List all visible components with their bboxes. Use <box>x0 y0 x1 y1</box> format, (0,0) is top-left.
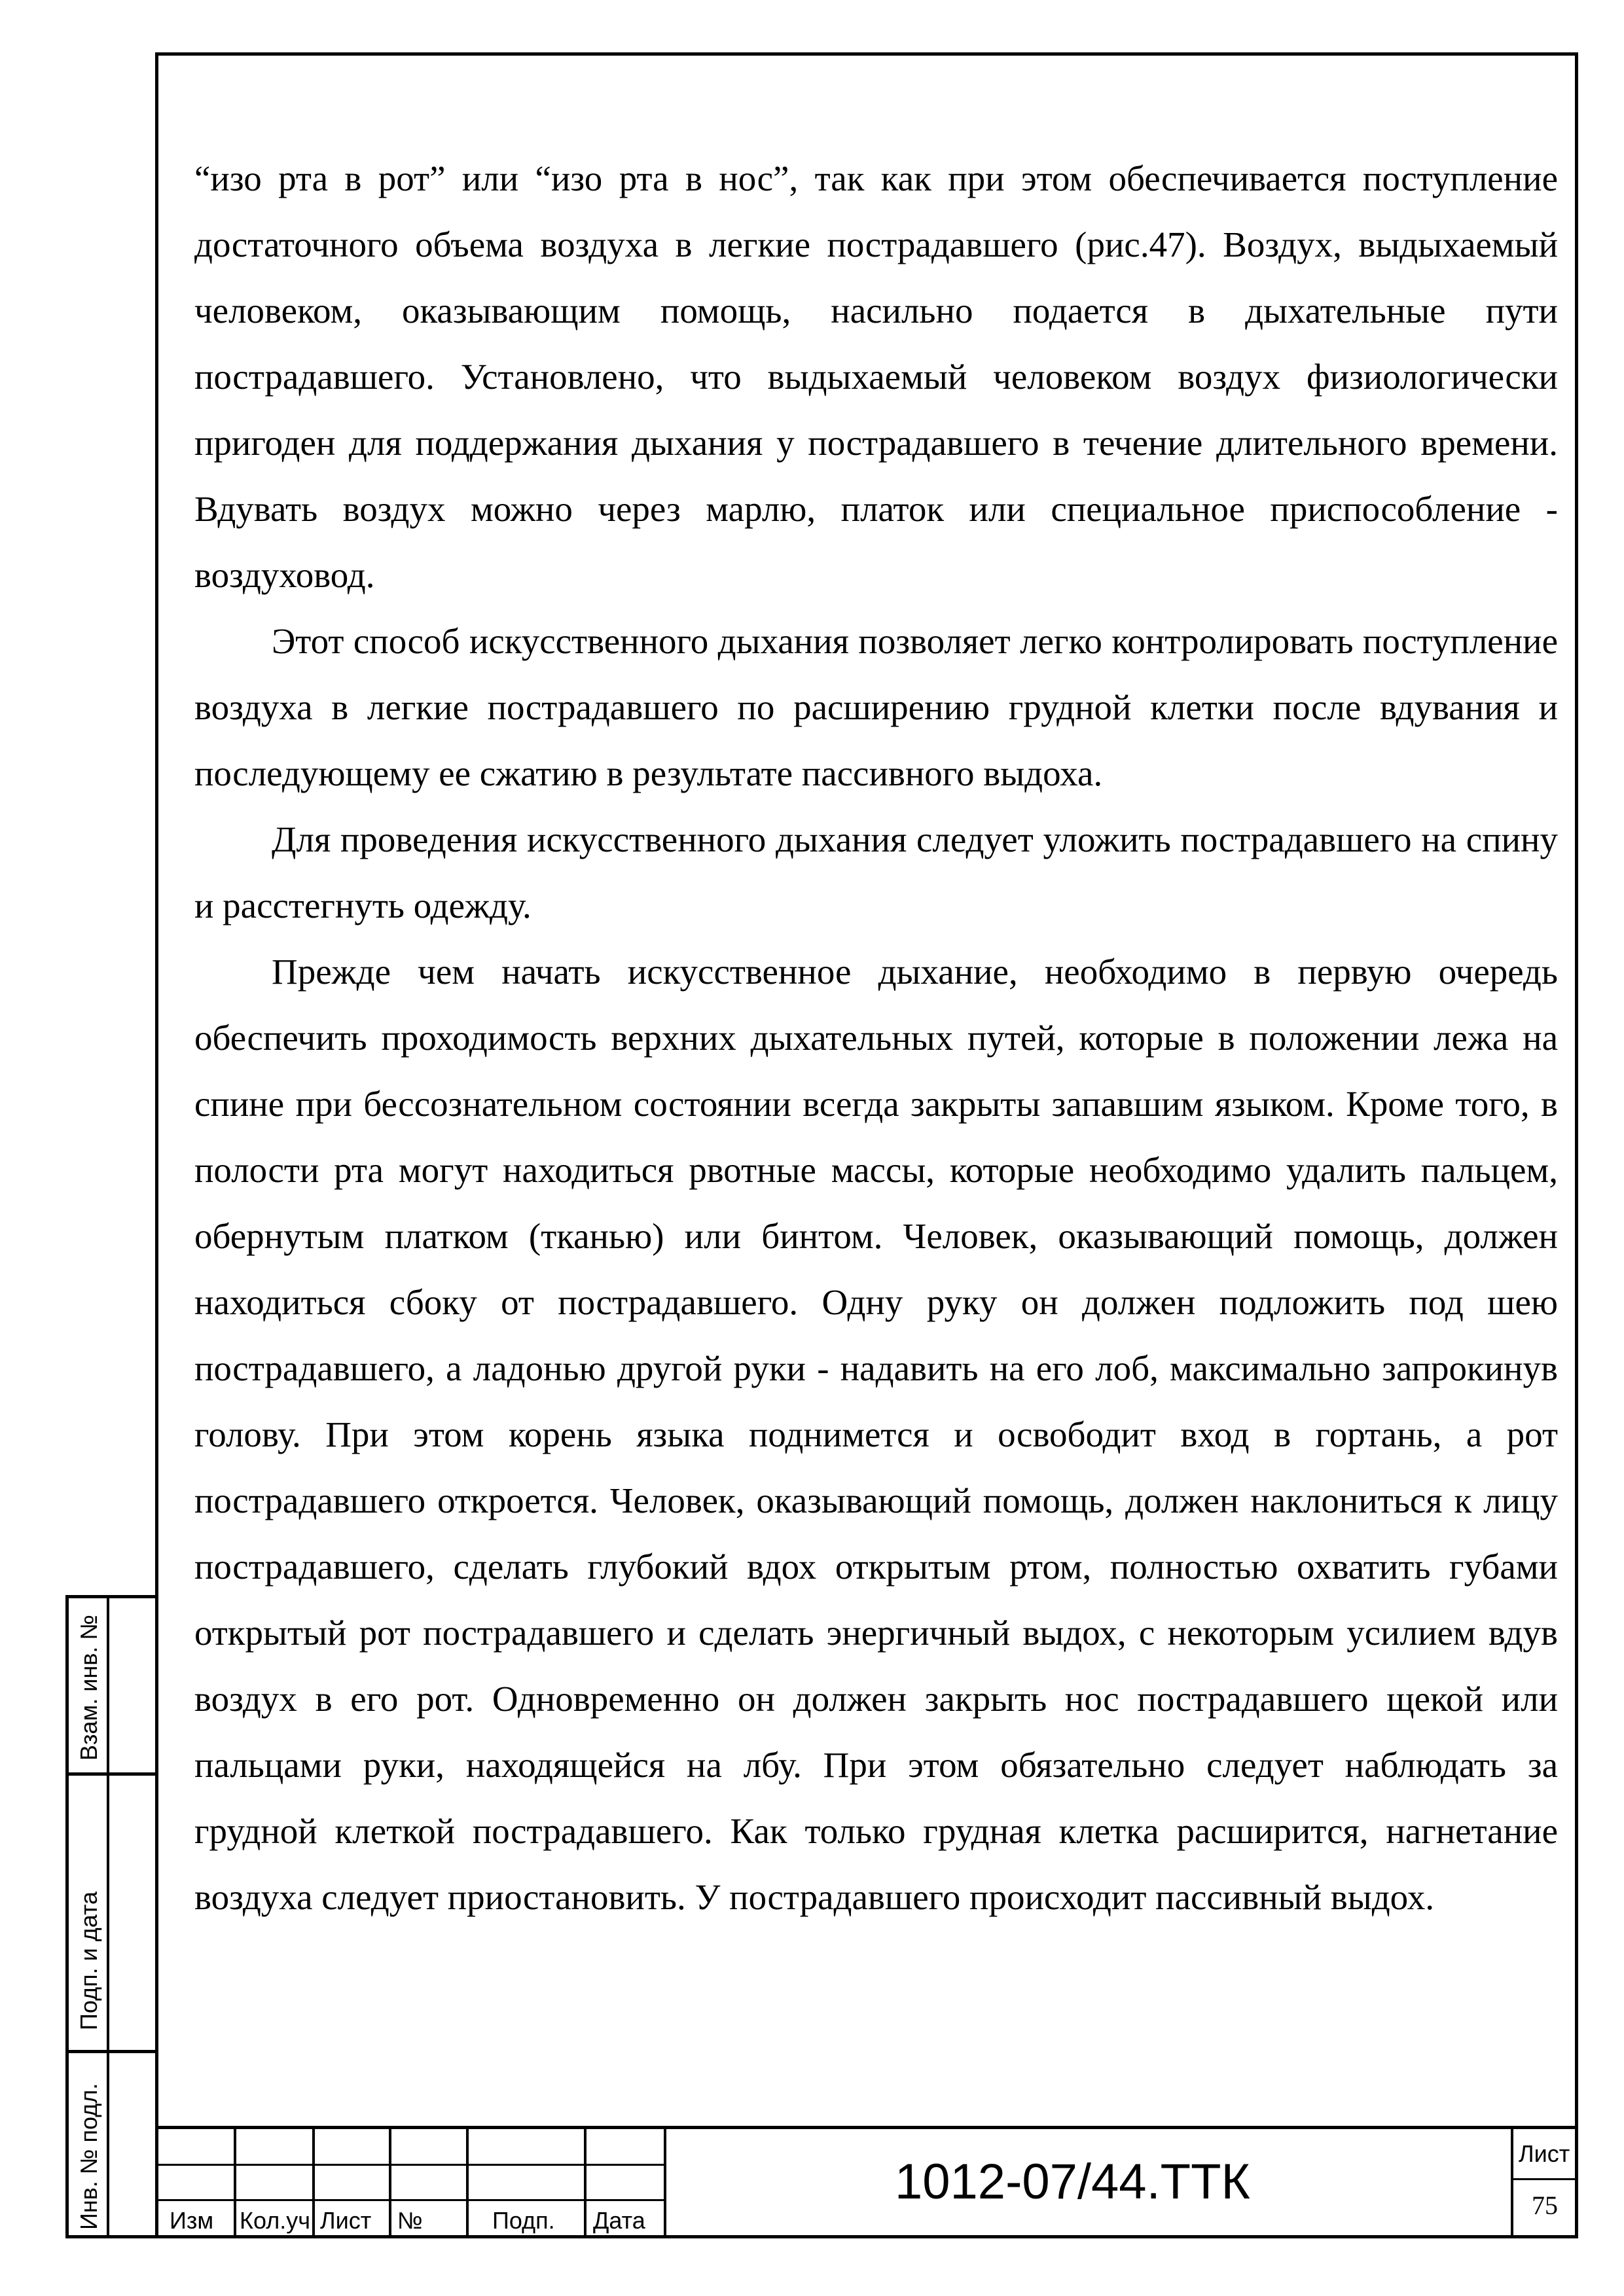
paragraph-1: “изо рта в рот” или “изо рта в нос”, так как при этом обеспечивается поступление достаточного объема воздуха в легкие пострадавшего (рис.47). Воздух, выдыхаемый человеком, оказывающим помощь, насильно подается в дыхательные пути пострадавшего. Установлено, что выдыхаемый человеком воздух физиологически пригоден для поддержания дыхания у пострадавшего в течение длительного времени. Вдувать воздух можно через марлю, платок или специальное приспособление - воздуховод. <box>194 158 1558 595</box>
binding-strip-divider <box>107 1598 109 2235</box>
col-data: Дата <box>593 2207 645 2234</box>
paragraph-3: Для проведения искусственного дыхания следует уложить пострадавшего на спину и расстегнуть одежду. <box>194 819 1558 925</box>
stamp-row-line <box>155 2164 666 2166</box>
stamp-col-line <box>389 2126 391 2238</box>
sheet-cell-line <box>1511 2178 1578 2180</box>
col-number: № <box>397 2207 423 2234</box>
document-code: 1012-07/44.ТТК <box>895 2154 1250 2210</box>
col-kol-uch: Кол.уч <box>240 2207 310 2234</box>
paragraph-4: Прежде чем начать искусственное дыхание, необходимо в первую очередь обеспечить проходимость верхних дыхательных путей, которые в положении лежа на спине при бессознательном состоянии всегда закрыты запавшим языком. Кроме того, в полости рта могут находиться рвотные массы, которые необходимо удалить пальцем, обернутым платком (тканью) или бинтом. Человек, оказывающий помощь, должен находиться сбоку от пострадавшего. Одну руку он должен подложить под шею пострадавшего, а ладонью другой руки - надавить на его лоб, максимально запрокинув голову. При этом корень языка поднимется и освободит вход в гортань, а рот пострадавшего откроется. Человек, оказывающий помощь, должен наклониться к лицу пострадавшего, сделать глубокий вдох открытым ртом, полностью охватить губами открытый рот пострадавшего и сделать энергичный выдох, с некоторым усилием вдув воздух в его рот. Одновременно он должен закрыть нос пострадавшего щекой или пальцами руки, находящейся на лбу. При этом обязательно следует наблюдать за грудной клеткой пострадавшего. Как только грудная клетка расширится, нагнетание воздуха следует приостановить. У пострадавшего происходит пассивный выдох. <box>194 952 1558 1917</box>
stamp-col-line <box>312 2126 315 2238</box>
sheet-label: Лист <box>1519 2140 1570 2167</box>
vzam-inv-label: Взам. инв. № <box>75 1614 102 1761</box>
stamp-col-line <box>1511 2126 1513 2238</box>
col-podp: Подп. <box>492 2207 555 2234</box>
title-block <box>155 2126 1578 2238</box>
document-body <box>194 145 1558 1930</box>
stamp-top-line <box>155 2126 1578 2129</box>
podp-data-label: Подп. и дата <box>75 1891 102 2030</box>
binding-strip-row-line <box>69 1772 155 1776</box>
binding-strip <box>65 1595 155 2238</box>
stamp-row-line <box>155 2199 666 2201</box>
stamp-col-line <box>466 2126 469 2238</box>
stamp-col-line <box>664 2126 666 2238</box>
sheet-number: 75 <box>1532 2191 1558 2220</box>
inv-podl-label: Инв. № подл. <box>75 2083 102 2230</box>
col-izm: Изм <box>170 2207 214 2234</box>
stamp-col-line <box>234 2126 236 2238</box>
stamp-col-line <box>584 2126 586 2238</box>
paragraph-2: Этот способ искусственного дыхания позволяет легко контролировать поступление воздуха в легкие пострадавшего по расширению грудной клетки после вдувания и последующему ее сжатию в результате пассивного выдоха. <box>194 621 1558 793</box>
col-list: Лист <box>320 2207 372 2234</box>
binding-strip-row-line <box>69 2050 155 2053</box>
